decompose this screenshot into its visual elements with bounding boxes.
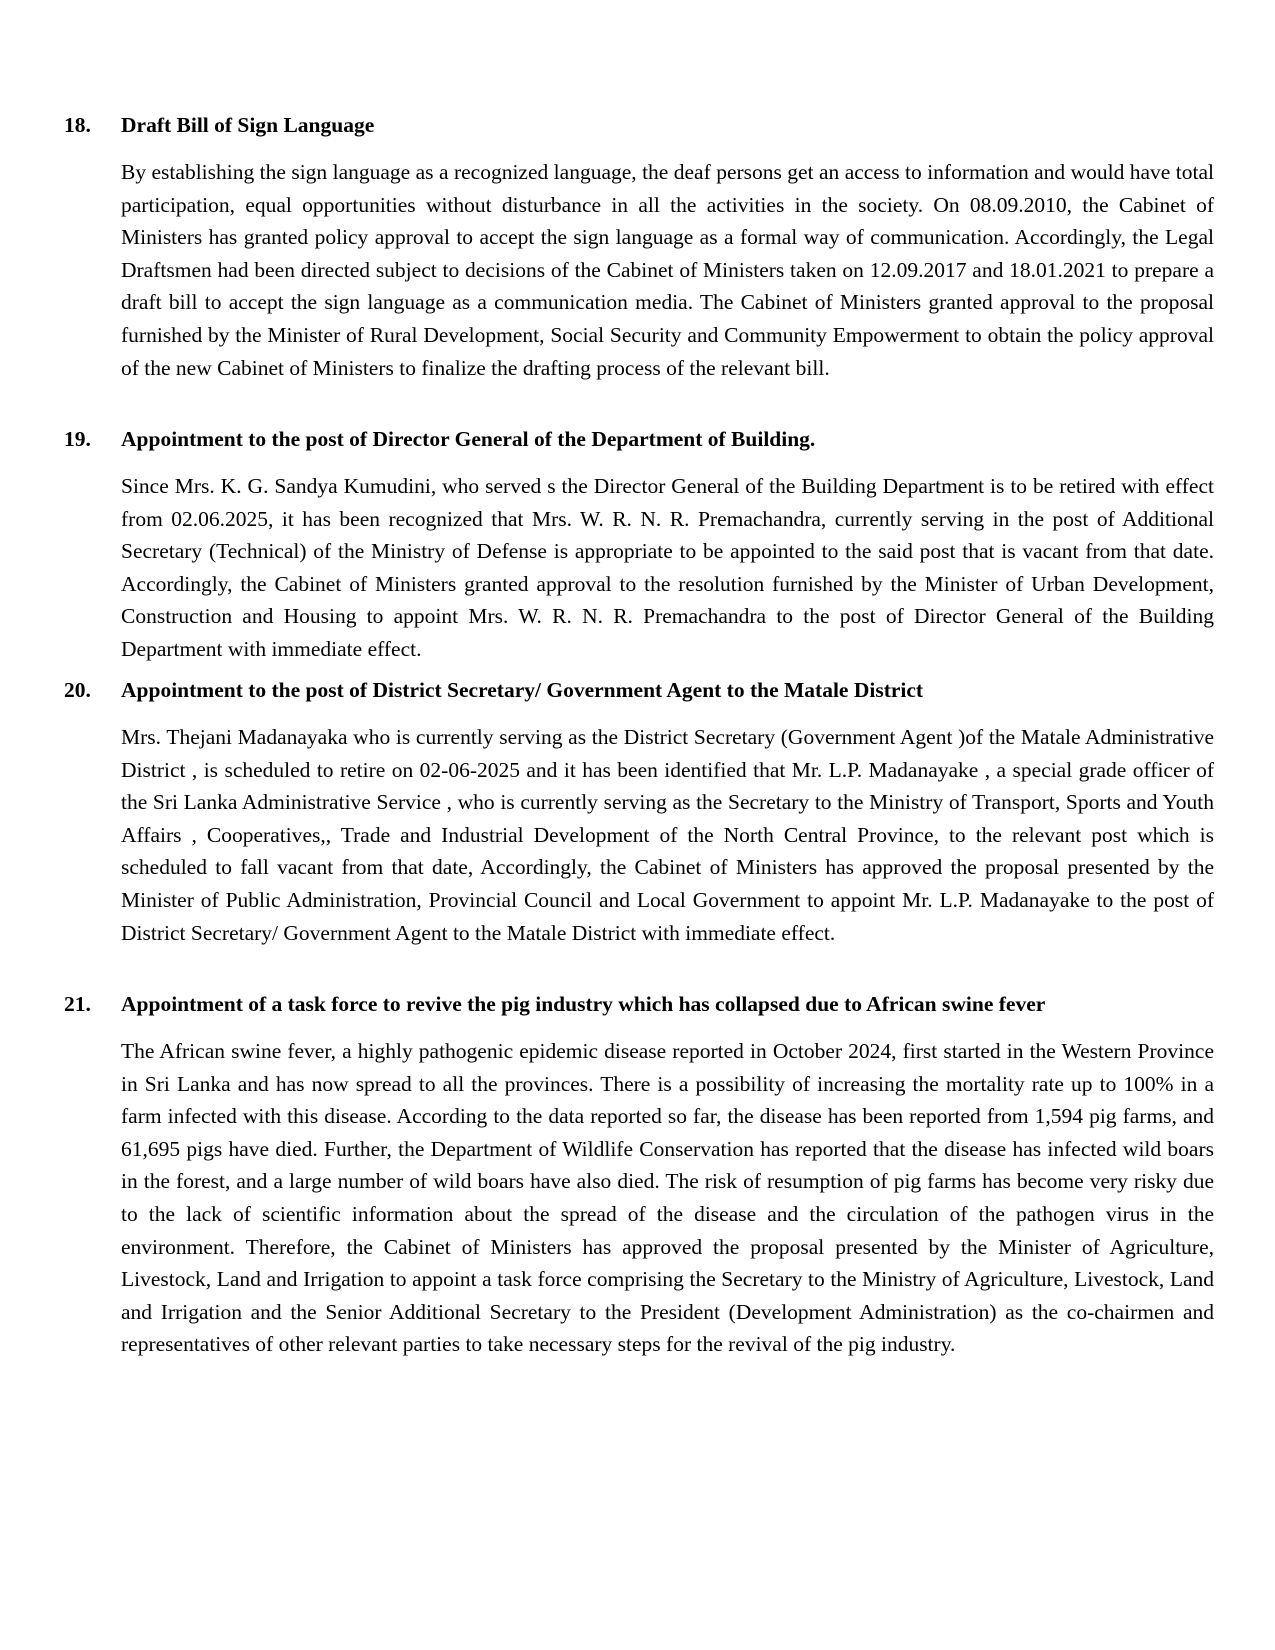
section-heading: [64, 989, 1214, 1019]
section-number: 19.: [64, 427, 91, 451]
section-number: 20.: [64, 678, 91, 702]
section-heading: [64, 675, 1214, 705]
section-title: Appointment of a task force to revive the pig industry which has collapsed due to African swine fever: [121, 992, 1046, 1016]
section-19: [64, 424, 1214, 666]
section-number: 18.: [64, 113, 91, 137]
section-heading: [64, 424, 1214, 454]
section-body: Since Mrs. K. G. Sandya Kumudini, who served s the Director General of the Building Department is to be retired with effect from 02.06.2025, it has been recognized that Mrs. W. R. N. R. Premachandra, currently serving in the post of Additional Secretary (Technical) of the Ministry of Defense is appropriate to be appointed to the said post that is vacant from that date. Accordingly, the Cabinet of Ministers granted approval to the resolution furnished by the Minister of Urban Development, Construction and Housing to appoint Mrs. W. R. N. R. Premachandra to the post of Director General of the Building Department with immediate effect.: [121, 474, 1214, 661]
section-title: Appointment to the post of Director General of the Department of Building.: [121, 427, 816, 451]
section-body: By establishing the sign language as a recognized language, the deaf persons get an access to information and would have total participation, equal opportunities without disturbance in all the activities in the society. On 08.09.2010, the Cabinet of Ministers has granted policy approval to accept the sign language as a formal way of communication. Accordingly, the Legal Draftsmen had been directed subject to decisions of the Cabinet of Ministers taken on 12.09.2017 and 18.01.2021 to prepare a draft bill to accept the sign language as a communication media. The Cabinet of Ministers granted approval to the proposal furnished by the Minister of Rural Development, Social Security and Community Empowerment to obtain the policy approval of the new Cabinet of Ministers to finalize the drafting process of the relevant bill.: [121, 160, 1214, 380]
section-title: Draft Bill of Sign Language: [121, 113, 375, 137]
section-body: The African swine fever, a highly pathogenic epidemic disease reported in October 2024, first started in the Western Province in Sri Lanka and has now spread to all the provinces. There is a possibility of increasing the mortality rate up to 100% in a farm infected with this disease. According to the data reported so far, the disease has been reported from 1,594 pig farms, and 61,695 pigs have died. Further, the Department of Wildlife Conservation has reported that the disease has infected wild boars in the forest, and a large number of wild boars have also died. The risk of resumption of pig farms has become very risky due to the lack of scientific information about the spread of the disease and the circulation of the pathogen virus in the environment. Therefore, the Cabinet of Ministers has approved the proposal presented by the Minister of Agriculture, Livestock, Land and Irrigation to appoint a task force comprising the Secretary to the Ministry of Agriculture, Livestock, Land and Irrigation and the Senior Additional Secretary to the President (Development Administration) as the co-chairmen and representatives of other relevant parties to take necessary steps for the revival of the pig industry.: [121, 1039, 1214, 1357]
section-body: Mrs. Thejani Madanayaka who is currently serving as the District Secretary (Government Agent )of the Matale Administrative District , is scheduled to retire on 02-06-2025 and it has been identified that Mr. L.P. Madanayake , a special grade officer of the Sri Lanka Administrative Service , who is currently serving as the Secretary to the Ministry of Transport, Sports and Youth Affairs , Cooperatives,, Trade and Industrial Development of the North Central Province, to the relevant post which is scheduled to fall vacant from that date, Accordingly, the Cabinet of Ministers has approved the proposal presented by the Minister of Public Administration, Provincial Council and Local Government to appoint Mr. L.P. Madanayake to the post of District Secretary/ Government Agent to the Matale District with immediate effect.: [121, 725, 1214, 945]
section-number: 21.: [64, 992, 91, 1016]
section-20: [64, 675, 1214, 949]
section-18: [64, 110, 1214, 384]
section-21: [64, 989, 1214, 1361]
section-title: Appointment to the post of District Secretary/ Government Agent to the Matale District: [121, 678, 924, 702]
section-heading: [64, 110, 1214, 140]
